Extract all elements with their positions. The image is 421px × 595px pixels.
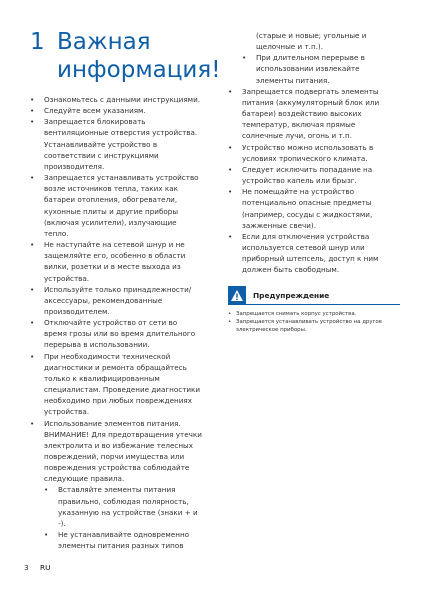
bullet-item: • Ознакомьтесь с данными инструкциями.	[30, 94, 202, 105]
page-number: 3	[24, 563, 29, 572]
warning-label: Предупреждение	[253, 290, 330, 300]
bullet-item: • Следует исключить попадание на устройство капель или брызг.	[228, 164, 396, 186]
right-bullet-list	[228, 30, 396, 275]
right-column	[228, 30, 396, 275]
warning-header	[228, 286, 400, 304]
bullet-item: (старые и новые; угольные и щелочные и т.п.).	[256, 31, 367, 52]
warning-box	[228, 286, 400, 334]
bullet-item: • Запрещается блокировать вентиляционные отверстия устройства. Устанавливайте устройство в соответствии с инструкциями производителя.	[30, 116, 202, 172]
bullet-item: • Если для отключения устройства используется сетевой шнур или приборный штепсель, доступ к ним должен быть свободным.	[228, 231, 396, 276]
section-number: 1	[30, 29, 45, 55]
section-title: Важная информация!	[57, 29, 221, 83]
bullet-item: • При необходимости технической диагностики и ремонта обращайтесь только к квалифицированным специалистам. Проведение диагностики необходимо при любых повреждениях устройства.	[30, 351, 202, 418]
warning-triangle-icon	[228, 286, 246, 304]
warning-item: • Запрещается устанавливать устройство на другое электрическое приборы.	[228, 319, 400, 335]
bullet-item: • Запрещается устанавливать устройство возле источников тепла, таких как батареи отопления, обогреватели, кухонные плиты и другие приборы (включая усилители), излучающие тепло.	[30, 172, 202, 239]
bullet-item: • Используйте только принадлежности/аксессуары, рекомендованные производителем.	[30, 284, 202, 317]
bullet-item: • Устройство можно использовать в условиях тропического климата.	[228, 142, 396, 164]
bullet-item: • Использование элементов питания. ВНИМАНИЕ! Для предотвращения утечки электролита и во избежание телесных повреждений, порчи имущества или повреждения устройства соблюдайте следующие правила.	[30, 418, 202, 485]
warning-item: • Запрещается снимать корпус устройства.	[228, 311, 400, 319]
sub-bullet-item: • Не устанавливайте одновременно элементы питания разных типов	[30, 529, 202, 551]
warning-divider	[228, 304, 400, 305]
bullet-item: • Следуйте всем указаниям.	[30, 105, 202, 116]
bullet-item: • Отключайте устройство от сети во время грозы или во время длительного перерыва в использовании.	[30, 317, 202, 350]
warning-list	[228, 311, 400, 334]
bullet-item: • Не наступайте на сетевой шнур и не защемляйте его, особенно в области вилки, розетки и в месте выхода из устройства.	[30, 239, 202, 284]
sub-bullet-item: • Вставляйте элементы питания правильно, соблюдая полярность, указанную на устройстве (знаки + и -).	[30, 484, 202, 529]
bullet-item: • Запрещается подвергать элементы питания (аккумуляторный блок или батареи) воздействию высоких температур, включая прямые солнечные лучи, огонь и т.п.	[228, 86, 396, 142]
language-code: RU	[40, 563, 51, 572]
left-column	[30, 94, 202, 551]
sub-bullet-item: • При длительном перерыве в использовании извлекайте элементы питания.	[228, 52, 396, 85]
left-bullet-list	[30, 94, 202, 551]
bullet-item: • Не помещайте на устройство потенциально опасные предметы (например, сосуды с жидкостями, зажженные свечи).	[228, 186, 396, 231]
